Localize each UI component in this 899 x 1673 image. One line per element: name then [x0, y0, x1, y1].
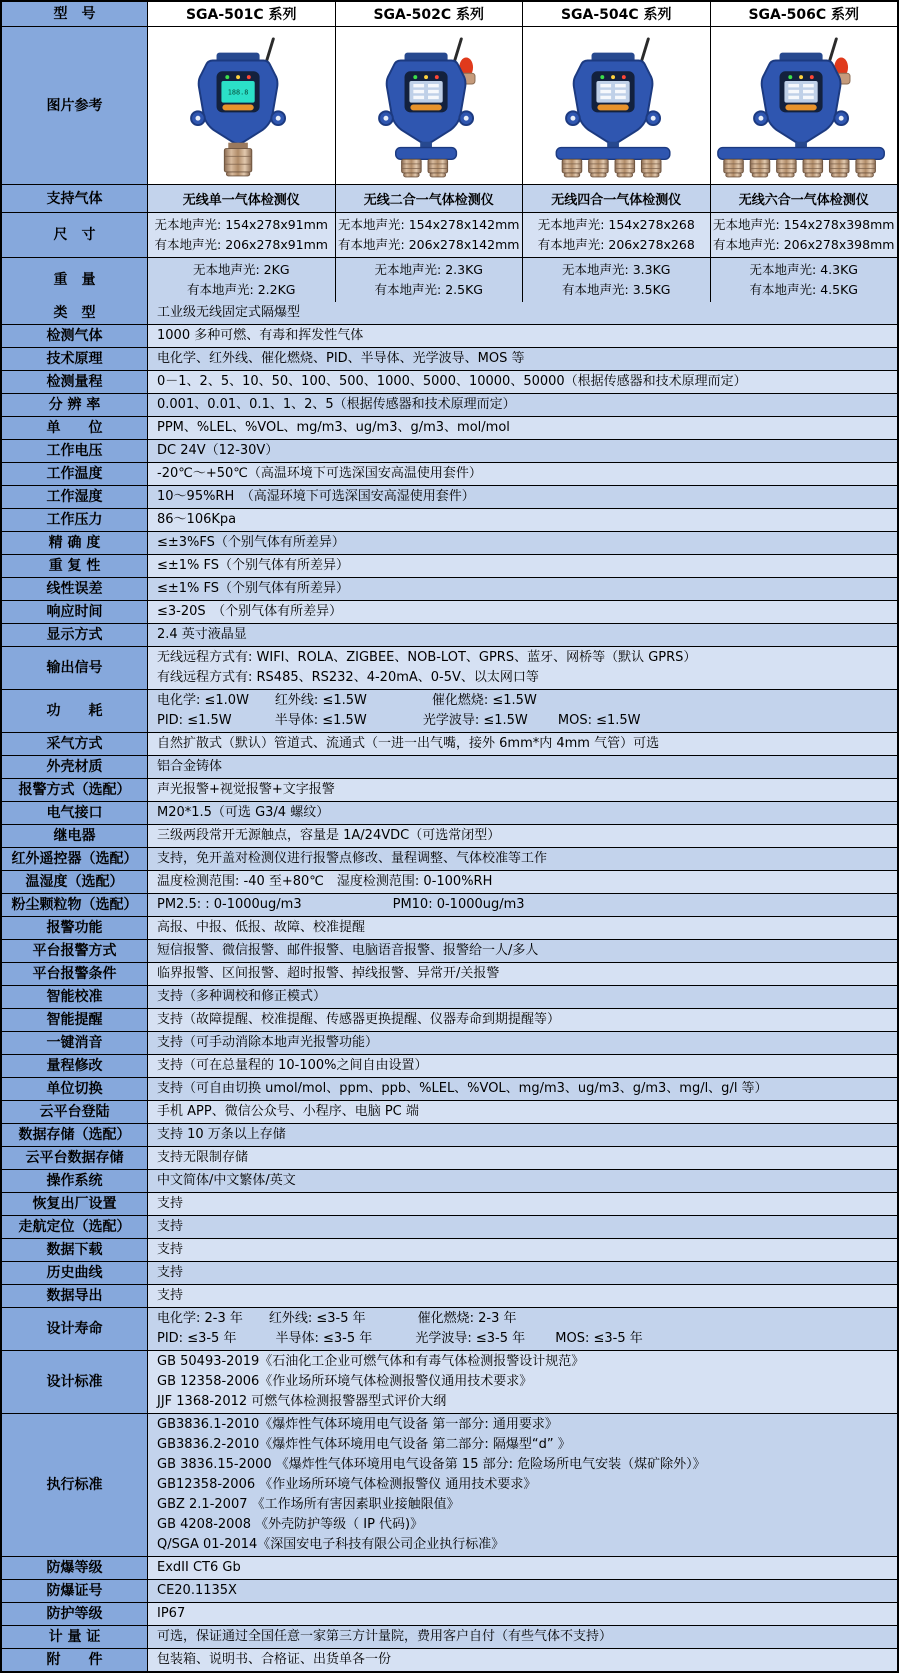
spec-row-label: 类 型 — [2, 302, 148, 324]
spec-row — [2, 1602, 897, 1625]
gas-value: 无线二合一气体检测仪 — [335, 185, 523, 212]
spec-row-label: 计 量 证 — [2, 1626, 148, 1648]
spec-value-line: PID: ≤3-5 年 半导体: ≤3-5 年 光学波导: ≤3-5 年 MOS: ≤3-5 年 — [157, 1331, 643, 1346]
weight-line: 无本地声光: 3.3KG — [562, 262, 671, 277]
spec-row-value — [148, 348, 897, 370]
spec-row-label: 检测量程 — [2, 371, 148, 393]
spec-row — [2, 1077, 897, 1100]
spec-value-line: 0.001、0.01、0.1、1、2、5（根据传感器和技术原理而定） — [157, 397, 516, 412]
spec-value-line: 中文简体/中文繁体/英文 — [157, 1173, 296, 1188]
spec-row-label: 执行标准 — [2, 1414, 148, 1556]
spec-value-line: 可选，保证通过全国任意一家第三方计量院，费用客户自付（有些气体不支持） — [157, 1629, 613, 1644]
spec-row-value — [148, 1124, 897, 1146]
spec-row-label: 工作湿度 — [2, 486, 148, 508]
weight-line: 无本地声光: 2KG — [192, 262, 290, 277]
size-value — [710, 213, 898, 257]
spec-row-label: 温湿度（选配） — [2, 871, 148, 893]
spec-row-value — [148, 647, 897, 689]
spec-value-line: 支持 — [157, 1288, 184, 1303]
spec-row — [2, 1556, 897, 1579]
spec-value-line: 支持 10 万条以上存储 — [157, 1127, 286, 1142]
spec-row — [2, 1100, 897, 1123]
spec-value-line: GB3836.1-2010《爆炸性气体环境用电气设备 第一部分: 通用要求》 — [157, 1417, 558, 1432]
weight-line: 无本地声光: 4.3KG — [749, 262, 858, 277]
spec-row-value — [148, 1078, 897, 1100]
spec-row-value — [148, 756, 897, 778]
spec-row — [2, 1008, 897, 1031]
size-line: 无本地声光: 154x278x398mm — [713, 217, 895, 232]
spec-row-value — [148, 690, 897, 732]
weight-line: 有本地声光: 3.5KG — [562, 282, 671, 297]
spec-row-value — [148, 802, 897, 824]
size-line: 有本地声光: 206x278x268 — [537, 237, 695, 252]
spec-row — [2, 531, 897, 554]
spec-value-line: GB 4208-2008 《外壳防护等级（ IP 代码)》 — [157, 1517, 424, 1532]
model-header-sga-504c: SGA-504C 系列 — [522, 2, 710, 26]
spec-value-line: PM2.5: : 0-1000ug/m3 PM10: 0-1000ug/m3 — [157, 897, 525, 912]
spec-row — [2, 416, 897, 439]
spec-row — [2, 801, 897, 824]
spec-rows-container — [2, 302, 897, 1671]
spec-row-value — [148, 624, 897, 646]
spec-row — [2, 755, 897, 778]
spec-row — [2, 732, 897, 755]
spec-row-value — [148, 1649, 897, 1671]
spec-row — [2, 485, 897, 508]
spec-value-line: 三级两段常开无源触点，容量是 1A/24VDC（可选常闭型） — [157, 828, 501, 843]
spec-row — [2, 870, 897, 893]
spec-value-line: GB 12358-2006《作业场所环境气体检测报警仪通用技术要求》 — [157, 1374, 533, 1389]
size-value — [522, 213, 710, 257]
spec-row-label: 采气方式 — [2, 733, 148, 755]
svg-text:188.8: 188.8 — [228, 88, 249, 97]
spec-row-value — [148, 1262, 897, 1284]
spec-value-line: 支持（可自由切换 umol/mol、ppm、ppb、%LEL、%VOL、mg/m3、ug/m3、g/m3、mg/l、g/l 等） — [157, 1081, 768, 1096]
spec-row — [2, 302, 897, 324]
spec-row-label: 设计标准 — [2, 1351, 148, 1413]
spec-row-label: 平台报警方式 — [2, 940, 148, 962]
spec-value-line: 高报、中报、低报、故障、校准提醒 — [157, 920, 366, 935]
gas-value: 无线单一气体检测仪 — [148, 185, 335, 212]
spec-row-label: 工作温度 — [2, 463, 148, 485]
spec-row-value — [148, 463, 897, 485]
row-label-weight: 重 量 — [2, 258, 148, 302]
size-line: 无本地声光: 154x278x91mm — [154, 217, 328, 232]
spec-row-value — [148, 486, 897, 508]
spec-row — [2, 600, 897, 623]
spec-value-line: 温度检测范围: -40 至+80℃ 湿度检测范围: 0-100%RH — [157, 874, 493, 889]
spec-value-line: 自然扩散式（默认）管道式、流通式（一进一出气嘴，接外 6mm*内 4mm 气管）可选 — [157, 736, 660, 751]
weight-line: 有本地声光: 2.5KG — [374, 282, 483, 297]
spec-row-label: 工作电压 — [2, 440, 148, 462]
spec-row — [2, 1146, 897, 1169]
spec-row-label: 防护等级 — [2, 1603, 148, 1625]
spec-row-value — [148, 578, 897, 600]
size-line: 有本地声光: 206x278x142mm — [338, 237, 520, 252]
gas-detector-illustration — [525, 31, 707, 180]
spec-value-line: 支持（可手动消除本地声光报警功能） — [157, 1035, 379, 1050]
spec-row-label: 防爆等级 — [2, 1557, 148, 1579]
gas-detector-illustration — [150, 31, 332, 180]
weight-value — [335, 258, 523, 302]
spec-row-label: 工作压力 — [2, 509, 148, 531]
spec-row — [2, 1579, 897, 1602]
spec-row — [2, 1054, 897, 1077]
spec-value-line: 电化学: 2-3 年 红外线: ≤3-5 年 催化燃烧: 2-3 年 — [157, 1311, 517, 1326]
spec-value-line: GB12358-2006 《作业场所环境气体检测报警仪 通用技术要求》 — [157, 1477, 537, 1492]
spec-row — [2, 689, 897, 732]
spec-row — [2, 1625, 897, 1648]
spec-value-line: PPM、%LEL、%VOL、mg/m3、ug/m3、g/m3、mol/mol — [157, 420, 510, 435]
spec-value-line: ≤±1% FS（个别气体有所差异） — [157, 581, 350, 596]
spec-value-line: GBZ 2.1-2007 《工作场所有害因素职业接触限值》 — [157, 1497, 460, 1512]
spec-row-value — [148, 825, 897, 847]
model-header-sga-501c: SGA-501C 系列 — [148, 2, 335, 26]
spec-row — [2, 508, 897, 531]
spec-row-label: 分 辨 率 — [2, 394, 148, 416]
spec-row-label: 报警功能 — [2, 917, 148, 939]
spec-row — [2, 577, 897, 600]
weight-value — [522, 258, 710, 302]
spec-row-label: 数据导出 — [2, 1285, 148, 1307]
spec-row-label: 云平台数据存储 — [2, 1147, 148, 1169]
spec-value-line: 86～106Kpa — [157, 512, 237, 527]
spec-row — [2, 893, 897, 916]
weight-line: 有本地声光: 2.2KG — [187, 282, 296, 297]
spec-row-value — [148, 1216, 897, 1238]
size-row — [2, 212, 897, 257]
spec-row — [2, 646, 897, 689]
spec-value-line: 支持 — [157, 1242, 184, 1257]
spec-row-value — [148, 302, 897, 324]
spec-value-line: 1000 多种可燃、有毒和挥发性气体 — [157, 328, 364, 343]
spec-row — [2, 1648, 897, 1671]
spec-row-label: 重 复 性 — [2, 555, 148, 577]
spec-row-value — [148, 417, 897, 439]
spec-row — [2, 1031, 897, 1054]
spec-value-line: 支持 — [157, 1196, 184, 1211]
spec-row — [2, 1413, 897, 1556]
product-image-sga-501c — [148, 27, 335, 184]
spec-value-line: GB 50493-2019《石油化工企业可燃气体和有毒气体检测报警设计规范》 — [157, 1354, 585, 1369]
spec-row-value — [148, 1308, 897, 1350]
spec-row-value — [148, 940, 897, 962]
spec-row — [2, 462, 897, 485]
spec-row-label: 量程修改 — [2, 1055, 148, 1077]
spec-row-value — [148, 1193, 897, 1215]
spec-row-value — [148, 1557, 897, 1579]
spec-row-value — [148, 1603, 897, 1625]
spec-row-value — [148, 1170, 897, 1192]
spec-row — [2, 1261, 897, 1284]
spec-row — [2, 1169, 897, 1192]
spec-value-line: 手机 APP、微信公众号、小程序、电脑 PC 端 — [157, 1104, 419, 1119]
spec-value-line: 电化学: ≤1.0W 红外线: ≤1.5W 催化燃烧: ≤1.5W — [157, 693, 537, 708]
spec-row-value — [148, 871, 897, 893]
spec-value-line: ≤±1% FS（个别气体有所差异） — [157, 558, 350, 573]
size-line: 无本地声光: 154x278x142mm — [338, 217, 520, 232]
spec-row-value — [148, 1032, 897, 1054]
spec-row-value — [148, 1580, 897, 1602]
spec-value-line: 支持（可在总量程的 10-100%之间自由设置） — [157, 1058, 428, 1073]
model-header-sga-502c: SGA-502C 系列 — [335, 2, 523, 26]
spec-value-line: 工业级无线固定式隔爆型 — [157, 305, 301, 320]
spec-row-label: 历史曲线 — [2, 1262, 148, 1284]
spec-value-line: 包装箱、说明书、合格证、出货单各一份 — [157, 1652, 392, 1667]
spec-row-value — [148, 963, 897, 985]
spec-row-label: 恢复出厂设置 — [2, 1193, 148, 1215]
spec-row-label: 粉尘颗粒物（选配） — [2, 894, 148, 916]
weight-value — [710, 258, 898, 302]
spec-row — [2, 1307, 897, 1350]
spec-row-label: 设计寿命 — [2, 1308, 148, 1350]
row-label-image: 图片参考 — [2, 27, 148, 184]
spec-value-line: 支持（多种调校和修正模式） — [157, 989, 327, 1004]
spec-value-line: GB3836.2-2010《爆炸性气体环境用电气设备 第二部分: 隔爆型“d” 》 — [157, 1437, 571, 1452]
spec-row — [2, 1123, 897, 1146]
spec-row-value — [148, 1101, 897, 1123]
spec-row-value — [148, 894, 897, 916]
row-label-gas: 支持气体 — [2, 185, 148, 212]
spec-row-label: 单位切换 — [2, 1078, 148, 1100]
spec-row-value — [148, 532, 897, 554]
spec-row-label: 数据存储（选配） — [2, 1124, 148, 1146]
product-image-sga-504c — [522, 27, 710, 184]
spec-value-line: 临界报警、区间报警、超时报警、掉线报警、异常开/关报警 — [157, 966, 500, 981]
spec-row-label: 功 耗 — [2, 690, 148, 732]
product-image-sga-506c — [710, 27, 898, 184]
spec-row — [2, 824, 897, 847]
spec-row-value — [148, 986, 897, 1008]
spec-row — [2, 985, 897, 1008]
spec-value-line: 支持 — [157, 1265, 184, 1280]
spec-row-value — [148, 325, 897, 347]
spec-value-line: ≤3-20S （个别气体有所差异） — [157, 604, 343, 619]
spec-row-label: 线性误差 — [2, 578, 148, 600]
spec-row — [2, 623, 897, 646]
spec-row — [2, 1284, 897, 1307]
spec-row-label: 防爆证号 — [2, 1580, 148, 1602]
spec-value-line: IP67 — [157, 1606, 186, 1621]
spec-row-label: 输出信号 — [2, 647, 148, 689]
spec-row-value — [148, 601, 897, 623]
spec-row — [2, 962, 897, 985]
spec-value-line: 支持无限制存储 — [157, 1150, 249, 1165]
size-line: 有本地声光: 206x278x398mm — [713, 237, 895, 252]
spec-value-line: 无线远程方式有: WIFI、ROLA、ZIGBEE、NOB-LOT、GPRS、蓝牙、网桥等（默认 GPRS） — [157, 650, 697, 665]
spec-row-value — [148, 1147, 897, 1169]
spec-row-value — [148, 1009, 897, 1031]
spec-row-value — [148, 555, 897, 577]
spec-row-label: 单 位 — [2, 417, 148, 439]
spec-row — [2, 1192, 897, 1215]
spec-row-label: 外壳材质 — [2, 756, 148, 778]
spec-row-value — [148, 1239, 897, 1261]
size-line: 无本地声光: 154x278x268 — [537, 217, 695, 232]
spec-row — [2, 370, 897, 393]
spec-row-label: 显示方式 — [2, 624, 148, 646]
spec-value-line: JJF 1368-2012 可燃气体检测报警器型式评价大纲 — [157, 1394, 447, 1409]
spec-value-line: 短信报警、微信报警、邮件报警、电脑语音报警、报警给一人/多人 — [157, 943, 539, 958]
gas-detector-illustration — [713, 31, 895, 180]
spec-row — [2, 324, 897, 347]
spec-value-line: Q/SGA 01-2014《深国安电子科技有限公司企业执行标准》 — [157, 1537, 505, 1552]
spec-value-line: ≤±3%FS（个别气体有所差异） — [157, 535, 345, 550]
spec-row — [2, 347, 897, 370]
spec-row-label: 智能校准 — [2, 986, 148, 1008]
spec-row-label: 数据下载 — [2, 1239, 148, 1261]
row-label-size: 尺 寸 — [2, 213, 148, 257]
spec-value-line: 0－1、2、5、10、50、100、500、1000、5000、10000、50000（根据传感器和技术原理而定） — [157, 374, 747, 389]
spec-row-label: 智能提醒 — [2, 1009, 148, 1031]
spec-row-value — [148, 1626, 897, 1648]
weight-row — [2, 257, 897, 302]
weight-value — [148, 258, 335, 302]
spec-row-label: 响应时间 — [2, 601, 148, 623]
size-line: 有本地声光: 206x278x91mm — [154, 237, 328, 252]
spec-row-label: 一键消音 — [2, 1032, 148, 1054]
spec-value-line: 2.4 英寸液晶显 — [157, 627, 247, 642]
spec-value-line: 10～95%RH （高湿环境下可选深国安高湿使用套件） — [157, 489, 475, 504]
spec-row-label: 精 确 度 — [2, 532, 148, 554]
spec-value-line: ExdII CT6 Gb — [157, 1560, 241, 1575]
spec-value-line: 有线远程方式有: RS485、RS232、4-20mA、0-5V、以太网口等 — [157, 670, 539, 685]
product-image-sga-502c — [335, 27, 523, 184]
spec-row — [2, 1238, 897, 1261]
spec-row-value — [148, 917, 897, 939]
spec-value-line: 电化学、红外线、催化燃烧、PID、半导体、光学波导、MOS 等 — [157, 351, 525, 366]
spec-row-label: 技术原理 — [2, 348, 148, 370]
spec-row — [2, 1215, 897, 1238]
spec-row-value — [148, 1285, 897, 1307]
spec-row-label: 电气接口 — [2, 802, 148, 824]
spec-row-label: 附 件 — [2, 1649, 148, 1671]
spec-row-value — [148, 1055, 897, 1077]
spec-value-line: DC 24V（12-30V） — [157, 443, 279, 458]
supported-gas-row — [2, 184, 897, 212]
spec-value-line: M20*1.5（可选 G3/4 螺纹） — [157, 805, 330, 820]
spec-value-line: 支持 — [157, 1219, 184, 1234]
spec-row-label: 继电器 — [2, 825, 148, 847]
spec-row-value — [148, 1414, 897, 1556]
spec-value-line: CE20.1135X — [157, 1583, 237, 1598]
spec-value-line: 铝合金铸体 — [157, 759, 223, 774]
spec-value-line: 支持，免开盖对检测仪进行报警点修改、量程调整、气体校准等工作 — [157, 851, 548, 866]
spec-row-label: 走航定位（选配） — [2, 1216, 148, 1238]
spec-row-value — [148, 848, 897, 870]
spec-row-value — [148, 1351, 897, 1413]
size-value — [335, 213, 523, 257]
spec-row — [2, 554, 897, 577]
table-header-row — [2, 2, 897, 26]
spec-row-label: 报警方式（选配） — [2, 779, 148, 801]
spec-row — [2, 847, 897, 870]
spec-row — [2, 939, 897, 962]
spec-row-label: 操作系统 — [2, 1170, 148, 1192]
spec-row-value — [148, 509, 897, 531]
spec-value-line: PID: ≤1.5W 半导体: ≤1.5W 光学波导: ≤1.5W MOS: ≤1.5W — [157, 713, 641, 728]
spec-row-value — [148, 733, 897, 755]
spec-row — [2, 393, 897, 416]
model-header-sga-506c: SGA-506C 系列 — [710, 2, 898, 26]
gas-value: 无线四合一气体检测仪 — [522, 185, 710, 212]
spec-value-line: -20℃～+50℃（高温环境下可选深国安高温使用套件） — [157, 466, 482, 481]
spec-row — [2, 778, 897, 801]
spec-value-line: GB 3836.15-2000 《爆炸性气体环境用电气设备第 15 部分: 危险场所电气安装（煤矿除外）》 — [157, 1457, 706, 1472]
size-value — [148, 213, 335, 257]
image-reference-row — [2, 26, 897, 184]
spec-row — [2, 916, 897, 939]
spec-row — [2, 439, 897, 462]
gas-detector-illustration — [338, 31, 520, 180]
spec-value-line: 支持（故障提醒、校准提醒、传感器更换提醒、仪器寿命到期提醒等） — [157, 1012, 561, 1027]
spec-row-value — [148, 394, 897, 416]
spec-row-label: 云平台登陆 — [2, 1101, 148, 1123]
spec-row-label: 平台报警条件 — [2, 963, 148, 985]
spec-row — [2, 1350, 897, 1413]
spec-row-value — [148, 440, 897, 462]
row-label-model: 型 号 — [2, 2, 148, 26]
gas-value: 无线六合一气体检测仪 — [710, 185, 898, 212]
spec-row-value — [148, 371, 897, 393]
spec-row-label: 检测气体 — [2, 325, 148, 347]
spec-row-label: 红外遥控器（选配） — [2, 848, 148, 870]
spec-value-line: 声光报警+视觉报警+文字报警 — [157, 782, 335, 797]
weight-line: 无本地声光: 2.3KG — [374, 262, 483, 277]
weight-line: 有本地声光: 4.5KG — [749, 282, 858, 297]
spec-row-value — [148, 779, 897, 801]
